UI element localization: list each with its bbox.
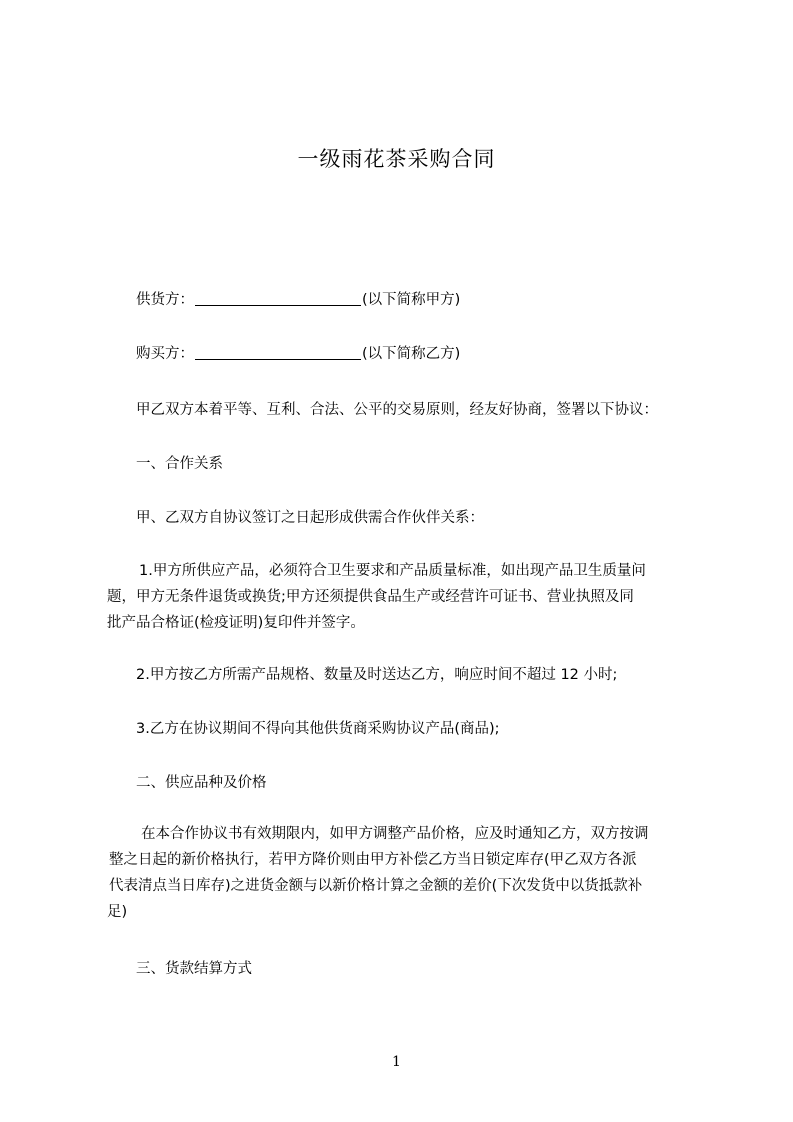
section1-lead: 甲、乙双方自协议签订之日起形成供需合作伙伴关系： [136,510,484,526]
contract-title: 一级雨花茶采购合同 [297,147,496,171]
section1-item1 [107,558,701,636]
intro-paragraph: 甲乙双方本着平等、互利、合法、公平的交易原则，经友好协商，签署以下协议： [136,402,658,418]
supplier-line [107,287,730,313]
section2-line: 足) [107,904,128,920]
buyer-blank [195,343,361,360]
item1-line: 批产品合格证(检疫证明)复印件并签字。 [107,615,365,631]
item1-line: 1.甲方所供应产品，必须符合卫生要求和产品质量标准，如出现产品卫生质量问 [139,563,646,579]
section2-line: 代表清点当日库存)之进货金额与以新价格计算之金额的差价(下次发货中以货抵款补 [109,878,643,894]
item1-line: 题，甲方无条件退货或换货;甲方还须提供食品生产或经营许可证书、营业执照及同 [107,589,634,605]
section1-item3: 3.乙方在协议期间不得向其他供货商采购协议产品(商品); [136,721,500,737]
section1-item2: 2.甲方按乙方所需产品规格、数量及时送达乙方，响应时间不超过 12 小时; [136,667,618,683]
supplier-blank [195,289,361,306]
section2-line: 整之日起的新价格执行，若甲方降价则由甲方补偿乙方当日锁定库存(甲乙双方各派 [109,852,637,868]
supplier-suffix: (以下简称甲方) [362,292,461,308]
section2-paragraph [107,821,701,925]
section2-line: 在本合作协议书有效期限内，如甲方调整产品价格，应及时通知乙方，双方按调 [141,826,649,842]
buyer-line [107,341,730,367]
section1-heading: 一、合作关系 [136,456,223,472]
section2-heading: 二、供应品种及价格 [136,775,267,791]
page-number: 1 [392,1054,401,1070]
buyer-suffix: (以下简称乙方) [362,346,461,362]
supplier-label: 供货方： [136,292,194,308]
section3-heading: 三、货款结算方式 [136,961,252,977]
buyer-label: 购买方： [136,346,194,362]
